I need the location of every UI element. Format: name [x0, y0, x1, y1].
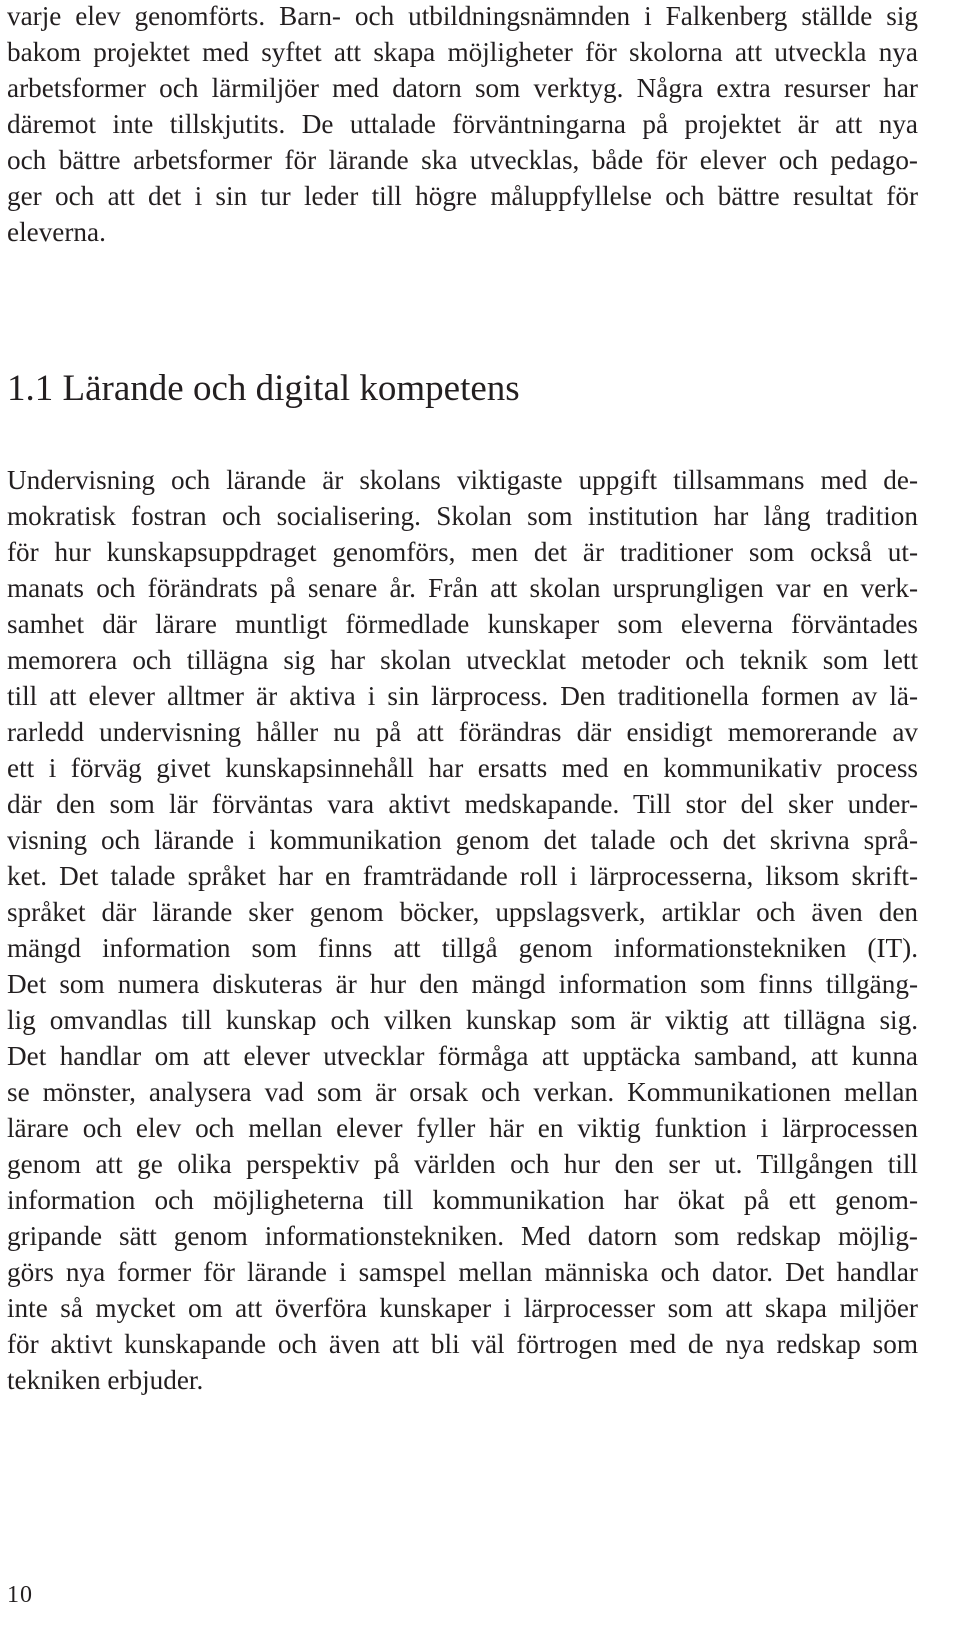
text-line: för aktivt kunskapande och även att bli väl förtrogen med de nya redskap som [7, 1329, 918, 1359]
text-line: ger och att det i sin tur leder till högre måluppfyllelse och bättre resultat för [7, 181, 918, 211]
text-line: Det handlar om att elever utvecklar förmåga att upptäcka samband, att kunna [7, 1041, 918, 1071]
text-line: däremot inte tillskjutits. De uttalade förväntningarna på projektet är att nya [7, 109, 918, 139]
text-line: lig omvandlas till kunskap och vilken kunskap som är viktig att tillägna sig. [7, 1005, 918, 1035]
text-line: och bättre arbetsformer för lärande ska utvecklas, både för elever och pedago- [7, 145, 918, 175]
text-line: visning och lärande i kommunikation genom det talade och det skrivna språ- [7, 825, 918, 855]
text-line: där den som lär förväntas vara aktivt medskapande. Till stor del sker under- [7, 789, 918, 819]
text-line: till att elever alltmer är aktiva i sin lärprocess. Den traditionella formen av lä- [7, 681, 918, 711]
text-line: görs nya former för lärande i samspel mellan människa och dator. Det handlar [7, 1257, 918, 1287]
section-heading: 1.1 Lärande och digital kompetens [7, 368, 520, 409]
text-line: arbetsformer och lärmiljöer med datorn som verktyg. Några extra resurser har [7, 73, 918, 103]
text-line: för hur kunskapsuppdraget genomförs, men det är traditioner som också ut- [7, 537, 918, 567]
text-line: språket där lärande sker genom böcker, uppslagsverk, artiklar och även den [7, 897, 918, 927]
text-line: Det som numera diskuteras är hur den mängd information som finns tillgäng- [7, 969, 918, 999]
text-line: mängd information som finns att tillgå genom informationstekniken (IT). [7, 933, 918, 963]
text-line: rarledd undervisning håller nu på att förändras där ensidigt memorerande av [7, 717, 918, 747]
text-line: gripande sätt genom informationstekniken. Med datorn som redskap möjlig- [7, 1221, 918, 1251]
text-line: mokratisk fostran och socialisering. Skolan som institution har lång tradition [7, 501, 918, 531]
page-number: 10 [7, 1582, 33, 1608]
text-line: memorera och tillägna sig har skolan utvecklat metoder och teknik som lett [7, 645, 918, 675]
text-line: Undervisning och lärande är skolans viktigaste uppgift tillsammans med de- [7, 465, 918, 495]
text-line: lärare och elev och mellan elever fyller här en viktig funktion i lärprocessen [7, 1113, 918, 1143]
text-line: eleverna. [7, 217, 106, 247]
text-line: genom att ge olika perspektiv på världen och hur den ser ut. Tillgången till [7, 1149, 918, 1179]
text-line: tekniken erbjuder. [7, 1365, 204, 1395]
text-line: inte så mycket om att överföra kunskaper i lärprocesser som att skapa miljöer [7, 1293, 918, 1323]
text-line: manats och förändrats på senare år. Från att skolan ursprungligen var en verk- [7, 573, 918, 603]
text-line: ket. Det talade språket har en framträdande roll i lärprocesserna, liksom skrift- [7, 861, 918, 891]
text-line: bakom projektet med syftet att skapa möjligheter för skolorna att utveckla nya [7, 37, 918, 67]
text-line: se mönster, analysera vad som är orsak och verkan. Kommunikationen mellan [7, 1077, 918, 1107]
text-line: ett i förväg givet kunskapsinnehåll har ersatts med en kommunikativ process [7, 753, 918, 783]
text-line: samhet där lärare muntligt förmedlade kunskaper som eleverna förväntades [7, 609, 918, 639]
text-line: varje elev genomförts. Barn- och utbildningsnämnden i Falkenberg ställde sig [7, 1, 918, 31]
text-line: information och möjligheterna till kommunikation har ökat på ett genom- [7, 1185, 918, 1215]
